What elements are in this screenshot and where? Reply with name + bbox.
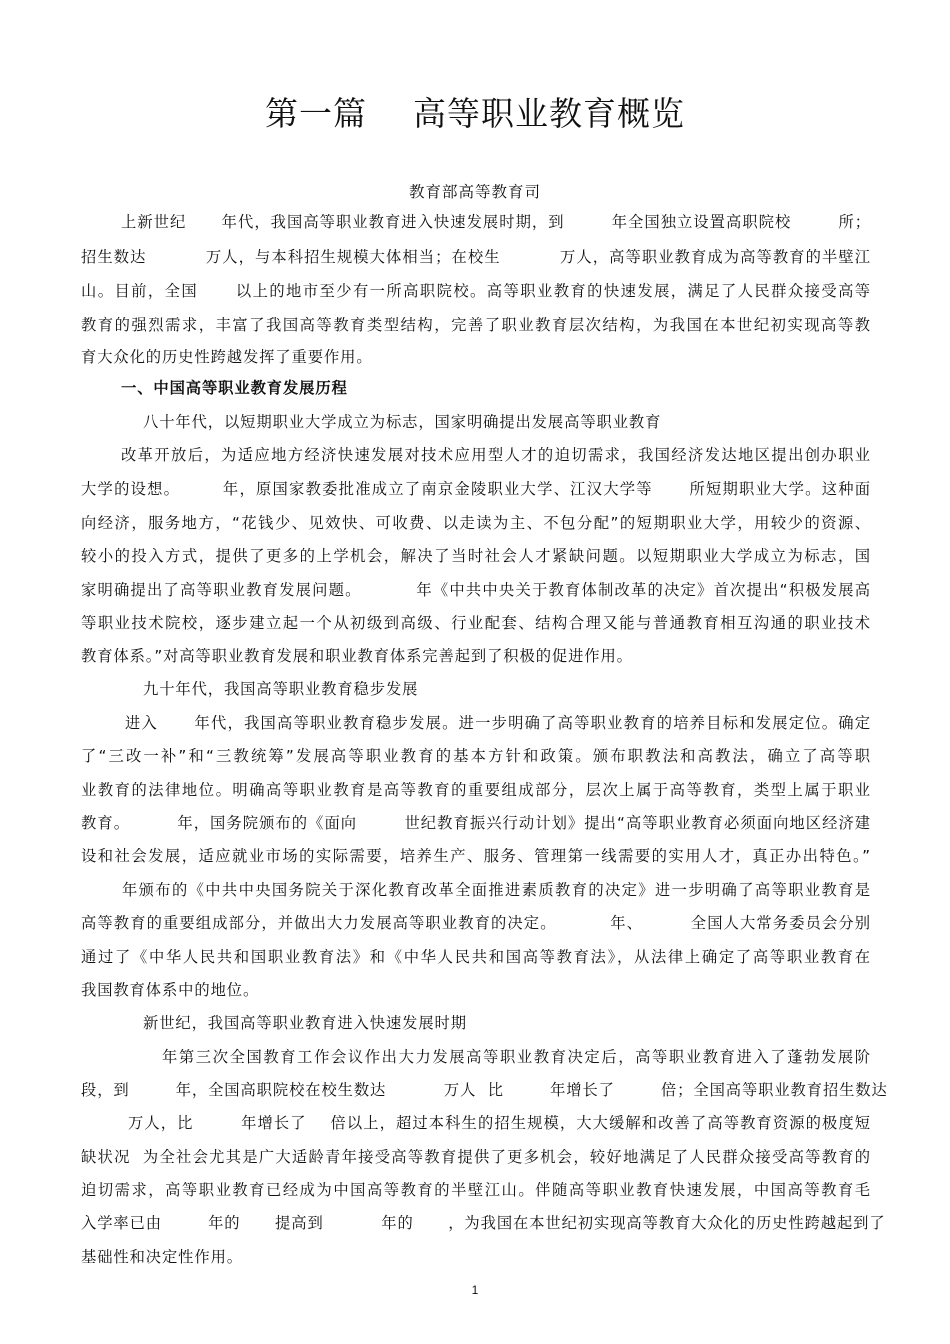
paragraph-line: 改革开放后，为适应地方经济快速发展对技术应用型人才的迫切需求，我国经济发达地区提出创办职业 — [121, 446, 871, 464]
paragraph-line: 高等教育的重要组成部分，并做出大力发展高等职业教育的决定。 年、 全国人大常务委员会分别 — [81, 914, 871, 932]
paragraph-line: 迫切需求，高等职业教育已经成为中国高等教育的半壁江山。伴随高等职业教育快速发展，中国高等教育毛 — [81, 1181, 871, 1199]
paragraph-line: 教育的强烈需求，丰富了我国高等教育类型结构，完善了职业教育层次结构，为我国在本世纪初实现高等教 — [81, 316, 871, 334]
paragraph-line: 入学率已由 年的 提高到 年的 ，为我国在本世纪初实现高等教育大众化的历史性跨越起到了 — [81, 1214, 886, 1232]
paragraph-line: 较小的投入方式，提供了更多的上学机会，解决了当时社会人才紧缺问题。以短期职业大学成立为标志，国 — [81, 547, 871, 565]
paragraph-line: 设和社会发展，适应就业市场的实际需要，培养生产、服务、管理第一线需要的实用人才，真正办出特色。” — [81, 847, 871, 865]
paragraph-line: 教育。 年，国务院颁布的《面向 世纪教育振兴行动计划》提出“高等职业教育必须面向地区经济建 — [81, 814, 871, 832]
paragraph-line: 进入 年代，我国高等职业教育稳步发展。进一步明确了高等职业教育的培养目标和发展定位。确定 — [125, 714, 871, 732]
paragraph-line: 年第三次全国教育工作会议作出大力发展高等职业教育决定后，高等职业教育进入了蓬勃发展阶 — [162, 1048, 871, 1066]
paragraph-line: 招生数达 万人，与本科招生规模大体相当；在校生 万人，高等职业教育成为高等教育的半壁江 — [81, 248, 871, 266]
subheading: 九十年代，我国高等职业教育稳步发展 — [143, 680, 419, 698]
paragraph-line: 教育体系。”对高等职业教育发展和职业教育体系完善起到了积极的促进作用。 — [81, 647, 633, 665]
page-number: 1 — [471, 1283, 479, 1297]
paragraph-line: 年颁布的《中共中央国务院关于深化教育改革全面推进素质教育的决定》进一步明确了高等职业教育是 — [122, 881, 871, 899]
paragraph-line: 山。目前，全国 以上的地市至少有一所高职院校。高等职业教育的快速发展，满足了人民群众接受高等 — [81, 282, 871, 300]
paragraph-line: 通过了《中华人民共和国职业教育法》和《中华人民共和国高等教育法》，从法律上确定了高等职业教育在 — [81, 948, 871, 966]
paragraph-line: 家明确提出了高等职业教育发展问题。 年《中共中央关于教育体制改革的决定》首次提出“积极发展高 — [81, 581, 871, 599]
paragraph-line: 上新世纪 年代，我国高等职业教育进入快速发展时期，到 年全国独立设置高职院校 所； — [121, 213, 871, 231]
paragraph-line: 育大众化的历史性跨越发挥了重要作用。 — [81, 348, 373, 366]
paragraph-line: 业教育的法律地位。明确高等职业教育是高等教育的重要组成部分，层次上属于高等教育，类型上属于职业 — [81, 781, 871, 799]
paragraph-line: 我国教育体系中的地位。 — [81, 981, 260, 999]
subheading: 新世纪，我国高等职业教育进入快速发展时期 — [143, 1014, 467, 1032]
paragraph-line: 大学的设想。 年，原国家教委批准成立了南京金陵职业大学、江汉大学等 所短期职业大学。这种面 — [81, 480, 871, 498]
paragraph-line: 等职业技术院校，逐步建立起一个从初级到高级、行业配套、结构合理又能与普通教育相互沟通的职业技术 — [81, 614, 871, 632]
paragraph-line: 基础性和决定性作用。 — [81, 1248, 243, 1266]
paragraph-line: 段，到 年，全国高职院校在校生数达 万人 比 年增长了 倍；全国高等职业教育招生数达 — [81, 1081, 888, 1099]
document-title: 第一篇 高等职业教育概览 — [265, 94, 685, 133]
paragraph-line: 万人，比 年增长了 倍以上，超过本科生的招生规模，大大缓解和改善了高等教育资源的极度短 — [128, 1114, 871, 1132]
paragraph-line: 缺状况 为全社会尤其是广大适龄青年接受高等教育提供了更多机会，较好地满足了人民群众接受高等教育的 — [81, 1148, 871, 1166]
subheading: 八十年代，以短期职业大学成立为标志，国家明确提出发展高等职业教育 — [143, 413, 662, 431]
section-heading: 一、中国高等职业教育发展历程 — [121, 379, 348, 397]
author-line: 教育部高等教育司 — [408, 183, 541, 201]
paragraph-line: 了“三改一补”和“三教统筹”发展高等职业教育的基本方针和政策。颁布职教法和高教法，确立了高等职 — [81, 747, 871, 765]
paragraph-line: 向经济，服务地方，“花钱少、见效快、可收费、以走读为主、不包分配”的短期职业大学，用较少的资源、 — [81, 514, 871, 532]
